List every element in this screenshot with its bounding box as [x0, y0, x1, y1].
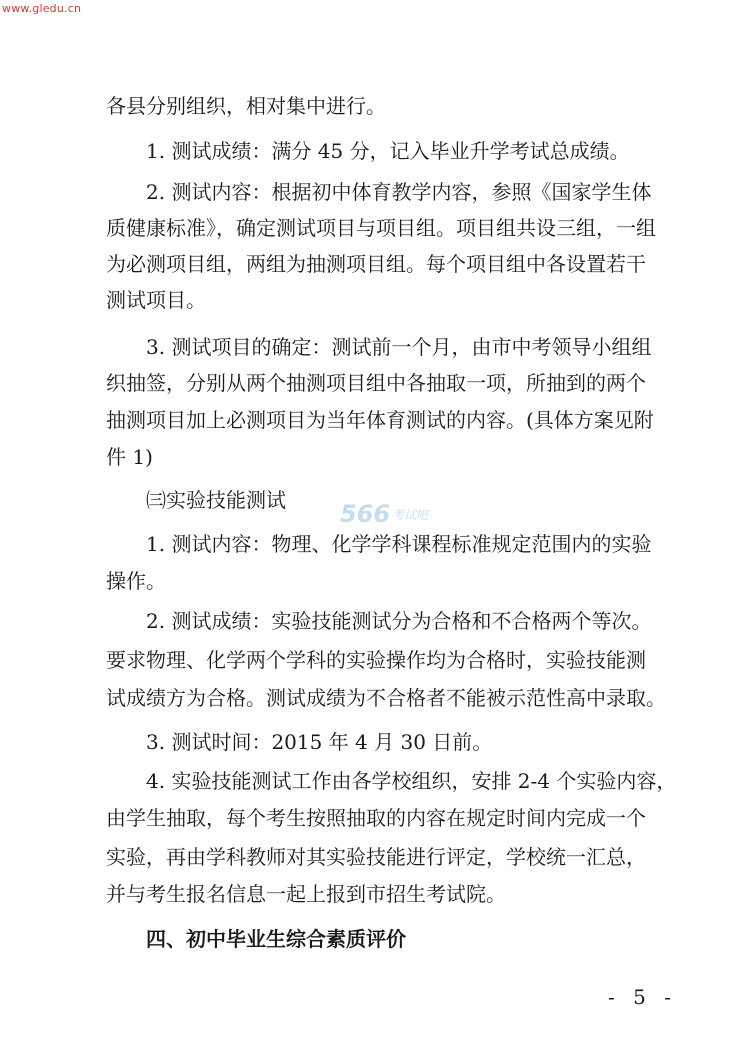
watermark-logo — [340, 500, 428, 528]
paragraph-line: 实验，再由学科教师对其实验技能进行评定，学校统一汇总， — [106, 845, 646, 869]
watermark-url: www.gledu.cn — [2, 2, 82, 15]
paragraph-line: 操作。 — [106, 569, 166, 593]
paragraph-line: 质健康标准》，确定测试项目与项目组。项目组共设三组，一组 — [106, 216, 656, 240]
paragraph-line: 3. 测试项目的确定：测试前一个月，由市中考领导小组组 — [146, 335, 652, 359]
section-heading: 四、初中毕业生综合素质评价 — [146, 927, 406, 951]
subsection-title: ㈢实验技能测试 — [146, 488, 286, 512]
paragraph-line: 件 1) — [106, 445, 153, 469]
paragraph-line: 1. 测试内容：物理、化学学科课程标准规定范围内的实验 — [146, 532, 652, 556]
paragraph-line: 测试项目。 — [106, 288, 206, 312]
watermark-logo-text: 考试吧 — [392, 507, 429, 522]
paragraph-line: 4. 实验技能测试工作由各学校组织，安排 2-4 个实验内容， — [146, 769, 677, 793]
paragraph-line: 并与考生报名信息一起上报到市招生考试院。 — [106, 882, 506, 906]
paragraph-line: 织抽签，分别从两个抽测项目组中各抽取一项，所抽到的两个 — [106, 371, 646, 395]
paragraph-line: 1. 测试成绩：满分 45 分，记入毕业升学考试总成绩。 — [146, 139, 630, 163]
paragraph-line: 要求物理、化学两个学科的实验操作均为合格时，实验技能测 — [106, 648, 646, 672]
paragraph-line: 3. 测试时间：2015 年 4 月 30 日前。 — [146, 730, 493, 754]
paragraph-line: 各县分别组织，相对集中进行。 — [106, 94, 386, 118]
paragraph-line: 2. 测试内容：根据初中体育教学内容，参照《国家学生体 — [146, 180, 652, 204]
paragraph-line: 为必测项目组，两组为抽测项目组。每个项目组中各设置若干 — [106, 252, 646, 276]
paragraph-line: 2. 测试成绩：实验技能测试分为合格和不合格两个等次。 — [146, 609, 652, 633]
watermark-logo-number: 566 — [340, 500, 391, 528]
paragraph-line: 试成绩方为合格。测试成绩为不合格者不能被示范性高中录取。 — [106, 686, 666, 710]
paragraph-line: 抽测项目加上必测项目为当年体育测试的内容。(具体方案见附 — [106, 408, 654, 432]
paragraph-line: 由学生抽取，每个考生按照抽取的内容在规定时间内完成一个 — [106, 806, 646, 830]
page-number: - 5 - — [608, 985, 677, 1009]
